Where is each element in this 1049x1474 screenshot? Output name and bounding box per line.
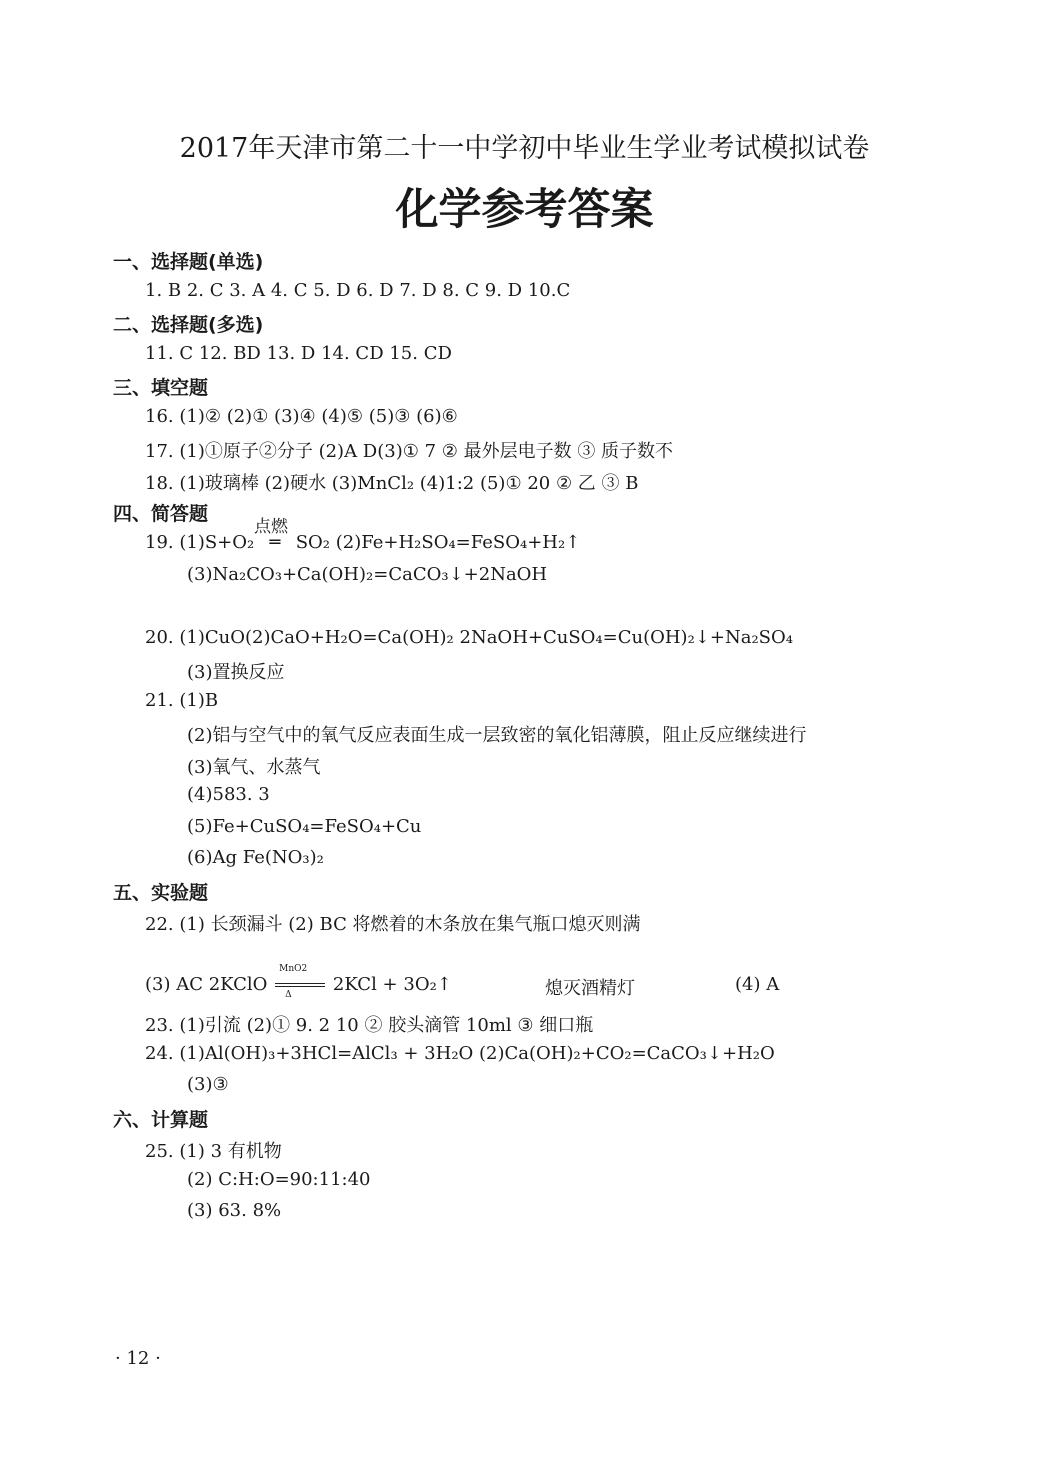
answer-19-part-b: SO₂ (2)Fe+H₂SO₄=FeSO₄+H₂↑ <box>295 532 581 553</box>
answer-21-part-2: (2)铝与空气中的氧气反应表面生成一层致密的氧化铝薄膜，阻止反应继续进行 <box>187 725 807 746</box>
page-number: · 12 · <box>115 1348 161 1369</box>
section-heading-2: 二、选择题(多选) <box>113 314 264 336</box>
document-title: 2017年天津市第二十一中学初中毕业生学业考试模拟试卷 <box>179 133 870 164</box>
reaction-condition-label: 点燃 <box>253 517 288 537</box>
answer-22-extinguish: 熄灭酒精灯 <box>545 978 635 999</box>
reaction-condition: 点燃 ═ <box>260 532 290 553</box>
answer-19-part-a: 19. (1)S+O₂ <box>145 532 255 553</box>
answer-21-part-4: (4)583. 3 <box>187 784 270 805</box>
section-heading-1: 一、选择题(单选) <box>113 251 264 273</box>
answer-21-part-6: (6)Ag Fe(NO₃)₂ <box>187 847 324 868</box>
section-heading-4: 四、简答题 <box>113 503 209 525</box>
answer-line-11-15: 11. C 12. BD 13. D 14. CD 15. CD <box>145 343 452 364</box>
answer-22-part-4: (4) A <box>735 974 780 995</box>
catalyst-label: MnO2 <box>279 964 308 974</box>
answer-22: 22. (1) 长颈漏斗 (2) BC 将燃着的木条放在集气瓶口熄灭则满 <box>145 914 641 935</box>
answer-17: 17. (1)①原子②分子 (2)A D(3)① 7 ② 最外层电子数 ③ 质子数不 <box>145 441 674 462</box>
answer-25-part-2: (2) C:H:O=90:11:40 <box>187 1169 371 1190</box>
section-heading-3: 三、填空题 <box>113 377 209 399</box>
answer-22-part-3-start: (3) AC 2KClO <box>145 974 268 995</box>
answer-24: 24. (1)Al(OH)₃+3HCl=AlCl₃ + 3H₂O (2)Ca(OH)₂+CO₂=CaCO₃↓+H₂O <box>145 1043 775 1064</box>
answer-25: 25. (1) 3 有机物 <box>145 1141 282 1162</box>
catalyst-equation-sign <box>273 964 327 1000</box>
answer-22-part-3-product: 2KCl + 3O₂↑ <box>332 974 452 995</box>
answer-20-part-b: (3)置换反应 <box>187 662 285 683</box>
answer-line-1-10: 1. B 2. C 3. A 4. C 5. D 6. D 7. D 8. C 9. D 10.C <box>145 280 571 301</box>
answer-21-part-5: (5)Fe+CuSO₄=FeSO₄+Cu <box>187 816 422 837</box>
answer-23: 23. (1)引流 (2)① 9. 2 10 ② 胶头滴管 10ml ③ 细口瓶 <box>145 1015 594 1036</box>
heat-symbol: Δ <box>285 990 292 1000</box>
section-heading-6: 六、计算题 <box>113 1109 209 1131</box>
answer-21: 21. (1)B <box>145 690 219 711</box>
answer-20: 20. (1)CuO(2)CaO+H₂O=Ca(OH)₂ 2NaOH+CuSO₄=Cu(OH)₂↓+Na₂SO₄ <box>145 627 793 648</box>
answer-25-part-3: (3) 63. 8% <box>187 1200 282 1221</box>
answer-22-part-3 <box>145 964 452 1000</box>
answer-19 <box>145 517 581 553</box>
section-heading-5: 五、实验题 <box>113 882 209 904</box>
answer-24-part-b: (3)③ <box>187 1074 229 1095</box>
answer-16: 16. (1)② (2)① (3)④ (4)⑤ (5)③ (6)⑥ <box>145 406 458 427</box>
answer-19-part-c: (3)Na₂CO₃+Ca(OH)₂=CaCO₃↓+2NaOH <box>187 564 548 585</box>
document-subtitle: 化学参考答案 <box>395 185 654 235</box>
answer-18: 18. (1)玻璃棒 (2)硬水 (3)MnCl₂ (4)1:2 (5)① 20 ② 乙 ③ B <box>145 473 639 494</box>
answer-21-part-3: (3)氧气、水蒸气 <box>187 757 321 778</box>
